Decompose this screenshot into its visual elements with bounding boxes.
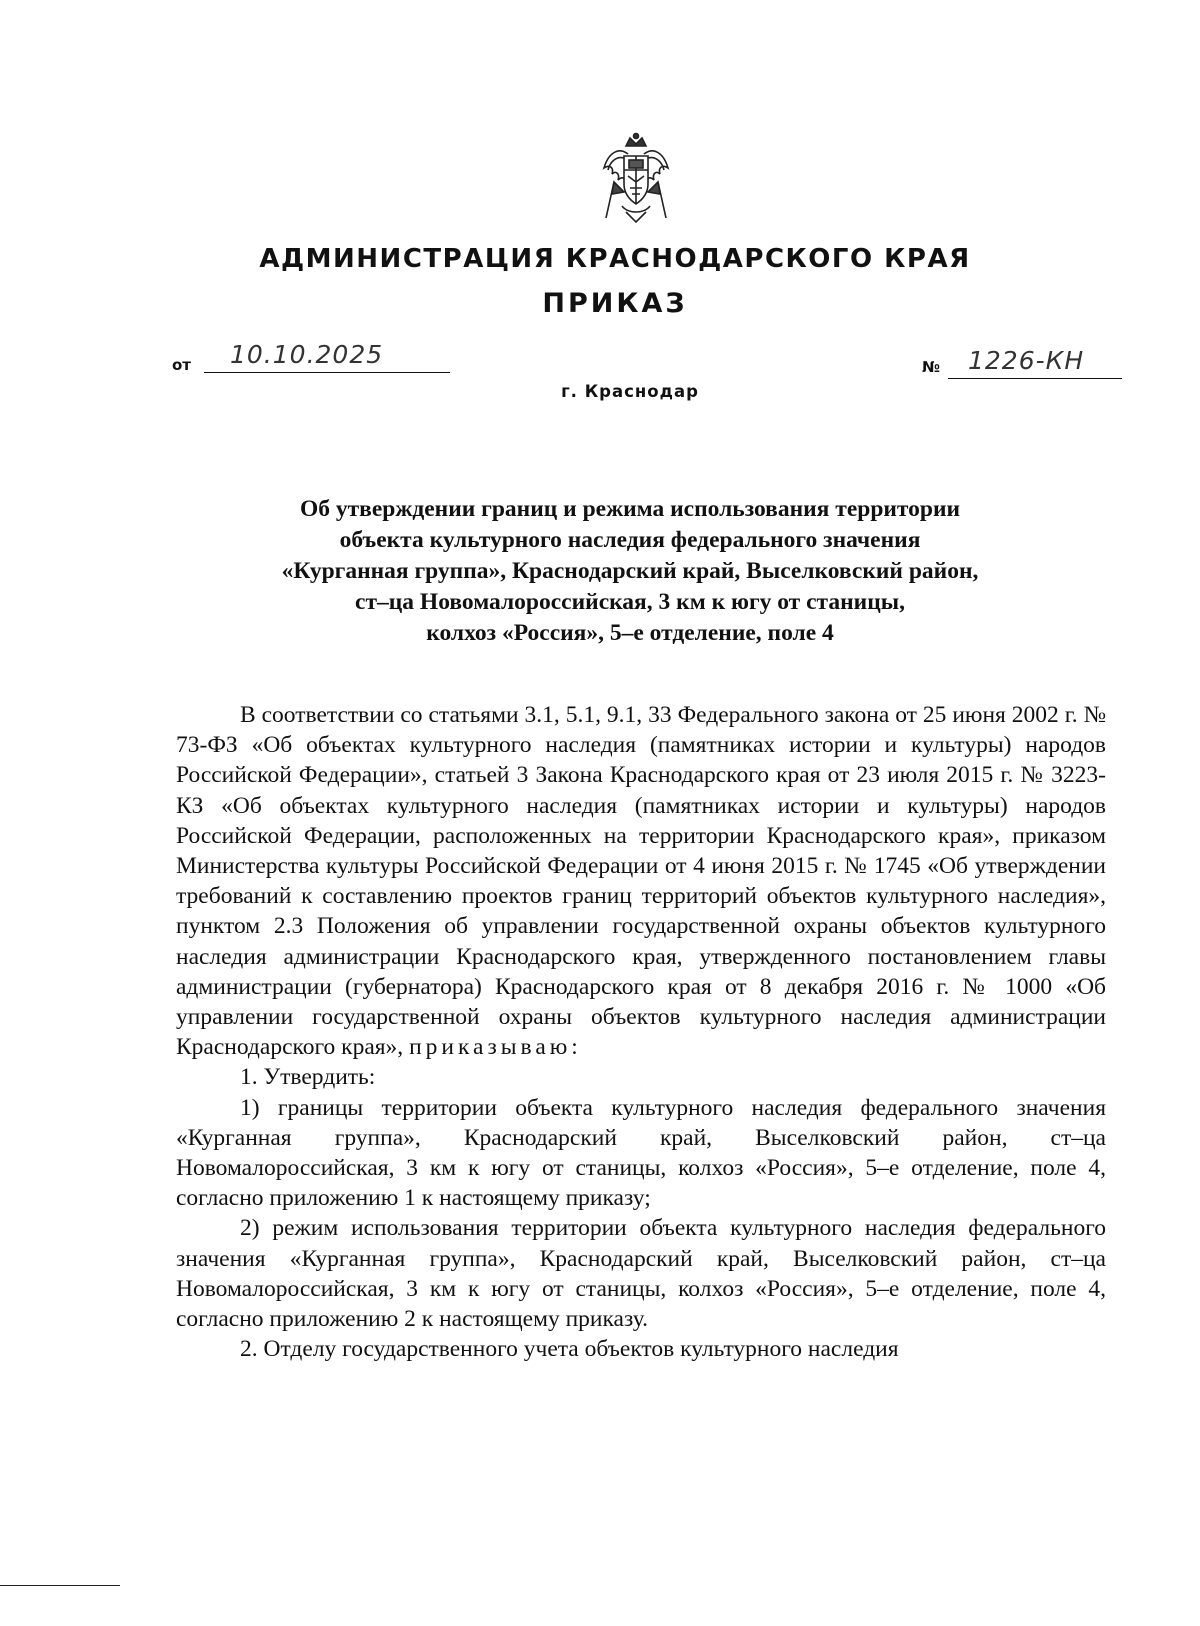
document-type: ПРИКАЗ [542,288,688,319]
footer-rule [0,1585,120,1586]
item-1: 1. Утвердить: [240,1064,376,1091]
city: г. Краснодар [561,382,699,401]
document-body [176,700,1106,1364]
date-label: от [172,356,191,374]
title-line: Об утверждении границ и режима использования территории [299,496,961,522]
number-label: № [922,358,941,376]
title-line: ст–ца Новомалороссийская, 3 км к югу от станицы, [355,589,905,615]
title-line: объекта культурного наследия федерального значения [339,527,921,553]
document-title [170,494,1090,649]
title-line: колхоз «Россия», 5–е отделение, поле 4 [426,620,834,646]
organization-name: АДМИНИСТРАЦИЯ КРАСНОДАРСКОГО КРАЯ [259,244,971,274]
coat-of-arms-icon [600,132,672,224]
item-1-1: 1) границы территории объекта культурного наследия федерального значения «Курганная группа», Краснодарский край, Выселковский район, ст–ца Новомалороссийская, 3 км к югу от станицы, колхоз «Россия», 5–е отделение, поле 4, согласно приложению 1 к настоящему приказу; [176,1094,1106,1212]
preamble-paragraph [176,700,1106,1062]
title-line: «Курганная группа», Краснодарский край, Выселковский район, [281,558,979,584]
date-underline [204,372,450,373]
item-1-2: 2) режим использования территории объекта культурного наследия федерального значения «Курганная группа», Краснодарский край, Выселковский район, ст–ца Новомалороссийская, 3 км к югу от станицы, колхоз «Россия», 5–е отделение, поле 4, согласно приложению 2 к настоящему приказу. [176,1215,1106,1333]
order-word: приказываю: [409,1034,582,1061]
number-underline [948,378,1122,379]
date-value: 10.10.2025 [230,340,384,369]
number-value: 1226-КН [968,346,1085,375]
item-2: 2. Отделу государственного учета объектов культурного наследия [240,1336,899,1363]
preamble-text: В соответствии со статьями 3.1, 5.1, 9.1, 33 Федерального закона от 25 июня 2002 г. № 73-ФЗ «Об объектах культурного наследия (памятниках истории и культуры) народов Российской Федерации», статьей 3 Закона Краснодарского края от 23 июля 2015 г. № 3223-КЗ «Об объектах культурного наследия (памятниках истории и культуры) народов Российской Федерации, расположенных на территории Краснодарского края», приказом Министерства культуры Российской Федерации от 4 июня 2015 г. № 1745 «Об утверждении требований к составлению проектов границ территорий объектов культурного наследия», пунктом 2.3 Положения об управлении государственной охраны объектов культурного наследия администрации Краснодарского края, утвержденного постановлением главы администрации (губернатора) Краснодарского края от 8 декабря 2016 г. № 1000 «Об управлении государственной охраны объектов культурного наследия администрации Краснодарского края», [176,702,1106,1061]
